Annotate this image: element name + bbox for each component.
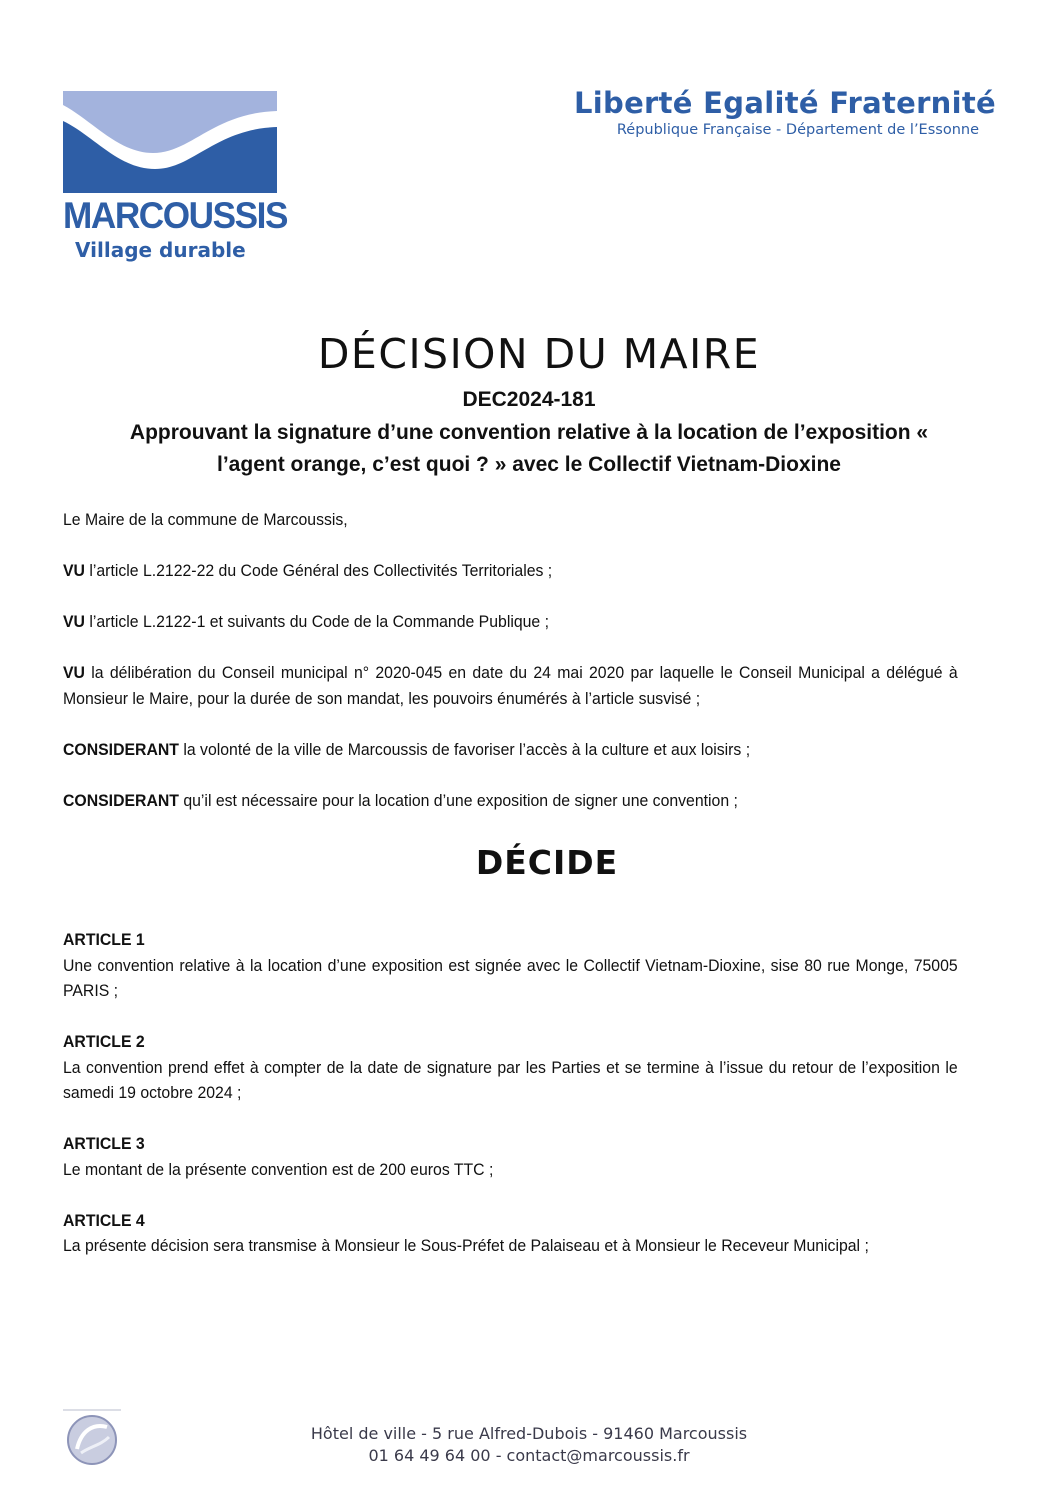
article-heading: ARTICLE 4	[63, 1210, 145, 1230]
preamble-keyword: CONSIDERANT	[63, 790, 179, 810]
document-title: DÉCISION DU MAIRE	[317, 330, 761, 378]
article	[63, 1208, 958, 1259]
preamble-item	[63, 558, 958, 584]
document-reference: DEC2024-181	[462, 388, 596, 411]
preamble-text: la délibération du Conseil municipal n° 2020-045 en date du 24 mai 2020 par laquelle le Conseil Municipal a délégué à Monsieur le Maire, pour la durée de son mandat, les pouvoirs énumérés à l’article susvisé ;	[63, 663, 958, 708]
article	[63, 927, 958, 1004]
preamble-keyword: VU	[63, 561, 85, 580]
preamble-text: la volonté de la ville de Marcoussis de favoriser l’accès à la culture et aux loisirs ;	[178, 739, 751, 759]
preamble-keyword: VU	[63, 663, 85, 682]
subject-line-2: l’agent orange, c’est quoi ? » avec le Collectif Vietnam-Dioxine	[217, 453, 841, 476]
preamble-intro: Le Maire de la commune de Marcoussis,	[63, 510, 348, 529]
logo-tagline: Village durable	[75, 238, 246, 262]
preamble-item	[63, 737, 958, 763]
motto-main: Liberté Egalité Fraternité	[574, 86, 996, 120]
preamble-text: qu’il est nécessaire pour la location d’une exposition de signer une convention ;	[178, 790, 738, 810]
article	[63, 1131, 958, 1182]
logo-name: MARCOUSSIS	[63, 195, 288, 236]
subject-line-1: Approuvant la signature d’une convention relative à la location de l’exposition «	[129, 421, 929, 444]
footer-contact-line: 01 64 49 64 00 - contact@marcoussis.fr	[368, 1446, 690, 1465]
motto-sub: République Française - Département de l’Essonne	[616, 122, 979, 138]
marcoussis-wave-emblem	[63, 91, 277, 193]
preamble-keyword: VU	[63, 612, 85, 631]
article	[63, 1029, 958, 1106]
article-heading: ARTICLE 3	[63, 1134, 145, 1153]
republic-motto	[574, 86, 996, 138]
preamble-item	[63, 609, 958, 635]
document-subject	[89, 417, 969, 481]
footer-address	[0, 1423, 1058, 1467]
preamble	[63, 507, 958, 839]
article-heading: ARTICLE 2	[63, 1032, 145, 1051]
decide-heading: DÉCIDE	[475, 843, 619, 882]
article-heading: ARTICLE 1	[63, 930, 145, 949]
article-text: La convention prend effet à compter de la date de signature par les Parties et se termine à l’issue du retour de l’exposition le samedi 19 octobre 2024 ;	[63, 1057, 958, 1102]
preamble-item	[63, 788, 958, 814]
preamble-keyword: CONSIDERANT	[63, 739, 179, 759]
preamble-text: l’article L.2122-1 et suivants du Code de la Commande Publique ;	[84, 612, 550, 631]
article-text: Le montant de la présente convention est de 200 euros TTC ;	[63, 1159, 494, 1179]
articles	[63, 927, 958, 1284]
article-text: La présente décision sera transmise à Monsieur le Sous-Préfet de Palaiseau et à Monsieur le Receveur Municipal ;	[63, 1236, 869, 1255]
footer-address-line: Hôtel de ville - 5 rue Alfred-Dubois - 91460 Marcoussis	[310, 1424, 748, 1443]
article-text: Une convention relative à la location d’une exposition est signée avec le Collectif Vietnam-Dioxine, sise 80 rue Monge, 75005 PARIS ;	[63, 955, 958, 1000]
marcoussis-logo	[63, 91, 288, 266]
title-block	[0, 325, 1058, 481]
preamble-item	[63, 660, 958, 711]
preamble-text: l’article L.2122-22 du Code Général des Collectivités Territoriales ;	[84, 561, 553, 580]
